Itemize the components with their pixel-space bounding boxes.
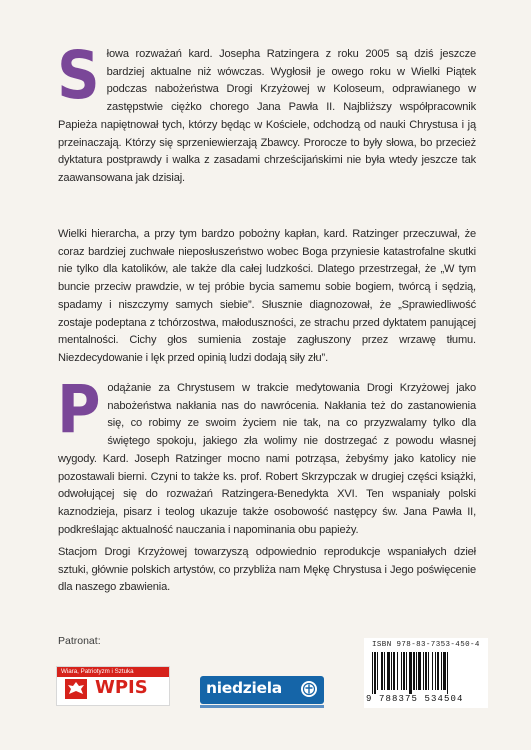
niedziela-name: niedziela — [206, 679, 282, 697]
isbn-label: ISBN 978-83-7353-450-4 — [372, 641, 480, 649]
paragraph-2-text: Wielki hierarcha, a przy tym bardzo pobożny kapłan, kard. Ratzinger przeczuwał, że coraz bardziej zuchwałe nieposłuszeństwo wobec Boga przyniesie katastrofalne skutki nie tylko dla katolików, ale także dla całej ludzkości. Dlatego przestrzegał, że „W tym buncie przeciw prawdzie, w tej próbie bycia samemu sobie bogiem, twórcą i sędzią, spadamy i niszczymy samych siebie”. Słusznie diagnozował, że „Sprawiedliwość zostaje podeptana z tchórzostwa, małoduszności, ze strachu przed dyktatem panującej mentalności. Cichy głos sumienia zostaje zagłuszony przez wrzawę tłumu. Niezdecydowanie i lęk przed opinią ludzi dodają siły złu”. — [58, 228, 476, 364]
isbn-barcode — [364, 638, 488, 708]
paragraph-3 — [57, 371, 476, 539]
paragraph-2 — [58, 226, 476, 368]
wpis-logo — [56, 666, 170, 706]
patronat-label: Patronat: — [58, 635, 101, 647]
dropcap-p: P — [57, 371, 101, 448]
isbn-digits: 9 788375 534504 — [366, 694, 464, 704]
paragraph-1 — [57, 37, 476, 188]
niedziela-underline — [200, 705, 324, 708]
barcode-icon — [370, 652, 484, 694]
dropcap-s: S — [57, 37, 100, 114]
host-icon — [300, 680, 318, 698]
eagle-icon — [65, 679, 87, 699]
paragraph-4 — [58, 544, 476, 597]
paragraph-3-text: odążanie za Chrystusem w trakcie medytowania Drogi Krzyżowej jako nabożeństwa nakłania nas do nawrócenia. Nakłania też do zastanowienia się, co robimy ze swoim życiem nie tak, na co przyzwalamy tylko dla świętego spokoju, jakiego zła wolimy nie dostrzegać z powodu własnej wygody. Kard. Joseph Ratzinger mocno nami potrząsa, żebyśmy jako katolicy nie pozostawali bierni. Czyni to także ks. prof. Robert Skrzypczak w drugiej części książki, odwołującej się do rozważań Ratzingera-Benedykta XVI. Ten wspaniały polski kaznodzieja, pisarz i teolog ukazuje także osobowość następcy św. Jana Pawła II, podkreślając aktualność nauczania i napominania obu papieży. — [58, 382, 476, 536]
wpis-name: WPIS — [95, 677, 148, 698]
wpis-tagline: Wiara, Patriotyzm i Sztuka — [57, 667, 169, 677]
paragraph-4-text: Stacjom Drogi Krzyżowej towarzyszą odpowiednio reprodukcje wspaniałych dzieł sztuki, głównie polskich artystów, co przybliża nam Mękę Chrystusa i Jego poświęcenie dla naszego zbawienia. — [58, 546, 476, 594]
niedziela-logo — [200, 676, 324, 704]
paragraph-1-text: łowa rozważań kard. Josepha Ratzingera z roku 2005 są dziś jeszcze bardziej aktualne niż wówczas. Wygłosił je owego roku w Wielki Piątek podczas nabożeństwa Drogi Krzyżowej w Koloseum, odprawianego w zastępstwie ciężko chorego Jana Pawła II. Najbliższy współpracownik Papieża napiętnował tych, którzy będąc w Kościele, odchodzą od nauki Chrystusa i ją przeinaczają. Którzy się sprzeniewierzają Zbawcy. Prorocze to były słowa, bo przecież dyktatura postprawdy i walka z zasadami chrześcijańskimi nie była wtedy jeszcze tak zaawansowana jak dzisiaj. — [58, 48, 476, 184]
